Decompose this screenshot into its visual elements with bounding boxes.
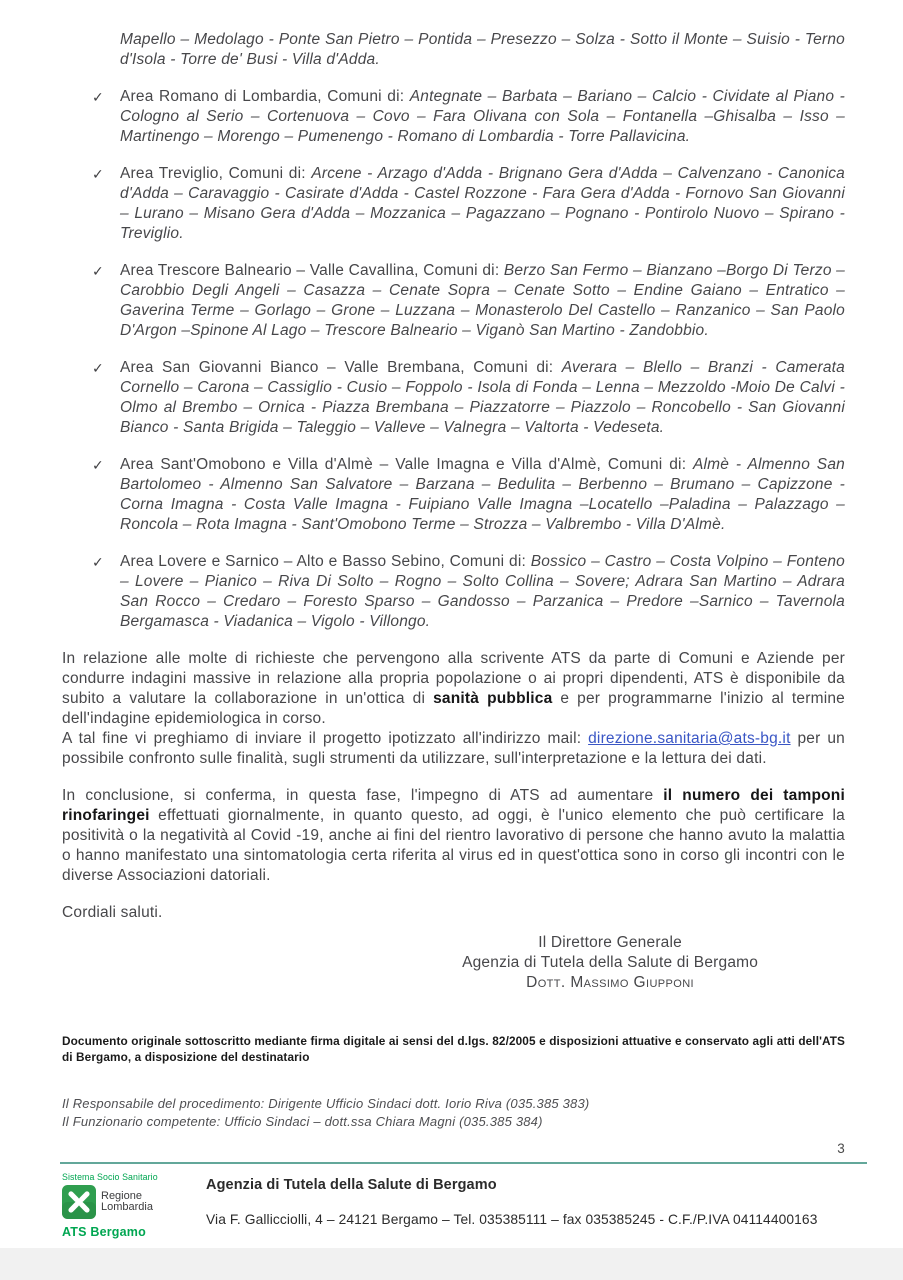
logo-tagline: Sistema Socio Sanitario	[62, 1172, 158, 1182]
signature-name: Dott. Massimo Giupponi	[526, 974, 695, 991]
municipalities-text: Antegnate – Barbata – Bariano – Calcio - Cividate al Piano - Cologno al Serio – Cortenuova – Covo – Fara Olivana con Sola – Fontanella –Ghisalba – Isso – Martinengo – Morengo – Pumenengo - Romano di Lombardia - Torre Pallavicina.	[120, 88, 845, 145]
footer-org-name: Agenzia di Tutela della Salute di Bergamo	[206, 1177, 497, 1193]
area-text	[120, 552, 845, 632]
footer	[62, 1169, 845, 1242]
area-text	[120, 261, 845, 341]
check-icon: ✓	[92, 360, 104, 376]
area-label: Area Treviglio, Comuni di:	[120, 165, 312, 182]
signature-block	[422, 933, 798, 993]
area-text	[120, 358, 845, 438]
area-label: Area San Giovanni Bianco – Valle Brembana, Comuni di:	[120, 359, 562, 376]
area-list	[62, 87, 845, 632]
area-list-item	[92, 261, 845, 341]
footer-divider	[60, 1162, 867, 1164]
page-number: 3	[837, 1141, 845, 1156]
area-text	[120, 87, 845, 147]
municipalities-text: Averara – Blello – Branzi - Camerata Cornello – Carona – Cassiglio - Cusio – Foppolo - Isola di Fonda – Lenna – Mezzoldo -Moio De Calvi - Olmo al Brembo – Ornica - Piazza Brembana – Piazzatorre – Piazzolo – Roncobello - San Giovanni Bianco - Santa Brigida – Taleggio – Valleve – Valnegra – Valtorta - Vedeseta.	[120, 359, 845, 436]
email-link[interactable]: direzione.sanitaria@ats-bg.it	[588, 730, 791, 747]
rosa-camuna-icon	[62, 1185, 96, 1219]
municipalities-text: Berzo San Fermo – Bianzano –Borgo Di Terzo – Carobbio Degli Angeli – Casazza – Cenate Sopra – Cenate Sotto – Endine Gaiano – Entratico – Gaverina Terme – Gorlago – Grone – Luzzana – Monasterolo Del Castello – Ranzanico – San Paolo D'Argon –Spinone Al Lago – Trescore Balneario – Viganò San Martino - Zandobbio.	[120, 262, 846, 339]
area-text	[120, 164, 845, 244]
municipalities-text: Arcene - Arzago d'Adda - Brignano Gera d'Adda – Calvenzano - Canonica d'Adda – Caravaggio - Casirate d'Adda - Castel Rozzone - Fara Gera d'Adda - Fornovo San Giovanni – Lurano – Misano Gera d'Adda – Mozzanica – Pagazzano – Pognano - Pontirolo Nuovo – Spirano - Treviglio.	[120, 165, 846, 242]
check-icon: ✓	[92, 554, 104, 570]
paragraph-collaboration: In relazione alle molte di richieste che pervengono alla scrivente ATS da parte di Comuni e Aziende per condurre indagini massive in relazione alla propria popolazione o ai propri dipendenti, ATS è disponibile da subito a valutare la collaborazione in un'ottica di sanità pubblica e per programmarne l'inizio al termine dell'indagine epidemiologica in corso. A tal fine vi preghiamo di inviare il progetto ipotizzato all'indirizzo mail: direzione.sanitaria@ats-bg.it per un possibile confronto sulle finalità, sugli strumenti da utilizzare, sull'interpretazione e la lettura dei dati.	[62, 650, 845, 767]
area-label: Area Sant'Omobono e Villa d'Almè – Valle Imagna e Villa d'Almè, Comuni di:	[120, 456, 693, 473]
area-list-item	[92, 87, 845, 147]
closing-salutation: Cordiali saluti.	[62, 904, 163, 921]
responsible-line: Il Funzionario competente: Ufficio Sindaci – dott.ssa Chiara Magni (035.385 384)	[62, 1114, 543, 1129]
area-label: Area Romano di Lombardia, Comuni di:	[120, 88, 410, 105]
check-icon: ✓	[92, 89, 104, 105]
continuation-paragraph: Mapello – Medolago - Ponte San Pietro – Pontida – Presezzo – Solza - Sotto il Monte – Suisio - Terno d'Isola - Torre de' Busi - Villa d'Adda.	[120, 31, 845, 68]
footer-text	[206, 1169, 845, 1230]
signature-org: Agenzia di Tutela della Salute di Bergamo	[462, 954, 759, 971]
responsible-line: Il Responsabile del procedimento: Dirigente Ufficio Sindaci dott. Iorio Riva (035.385 383)	[62, 1096, 590, 1111]
logo-org-name: ATS Bergamo	[62, 1225, 146, 1239]
area-label: Area Lovere e Sarnico – Alto e Basso Sebino, Comuni di:	[120, 553, 531, 570]
paragraph-conclusion: In conclusione, si conferma, in questa fase, l'impegno di ATS ad aumentare il numero dei tamponi rinofaringei effettuati giornalmente, in quanto questo, ad oggi, è l'unico elemento che può certificare la positività o la negatività al Covid -19, anche ai fini del rientro lavorativo di persone che hanno avuto la malattia o hanno manifestato una sintomatologia certa riferita al virus ed in quest'ottica sono in corso gli incontri con le diverse Associazioni datoriali.	[62, 787, 845, 884]
check-icon: ✓	[92, 457, 104, 473]
signature-role: Il Direttore Generale	[538, 934, 682, 951]
page-edge	[0, 1248, 903, 1280]
region-name: Regione Lombardia	[101, 1189, 153, 1213]
footer-address: Via F. Gallicciolli, 4 – 24121 Bergamo – Tel. 035385111 – fax 035385245 - C.F./P.IVA 04114400163	[206, 1212, 818, 1227]
check-icon: ✓	[92, 166, 104, 182]
municipalities-text: Almè - Almenno San Bartolomeo - Almenno San Salvatore – Barzana – Bedulita – Berbenno – Brumano – Capizzone - Corna Imagna - Costa Valle Imagna - Fuipiano Valle Imagna –Locatello –Paladina – Palazzago – Roncola – Rota Imagna - Sant'Omobono Terme – Strozza – Valbrembo - Villa D'Almè.	[120, 456, 845, 533]
area-label: Area Trescore Balneario – Valle Cavallina, Comuni di:	[120, 262, 504, 279]
legal-note: Documento originale sottoscritto mediante firma digitale ai sensi del d.lgs. 82/2005 e disposizioni attuative e conservato agli atti dell'ATS di Bergamo, a disposizione del destinatario	[62, 1034, 845, 1064]
check-icon: ✓	[92, 263, 104, 279]
area-list-item	[92, 358, 845, 438]
area-list-item	[92, 552, 845, 632]
regione-lombardia-logo	[62, 1169, 184, 1242]
area-text	[120, 455, 845, 535]
municipalities-text: Bossico – Castro – Costa Volpino – Fonteno – Lovere – Pianico – Riva Di Solto – Rogno – Solto Collina – Sovere; Adrara San Martino – Adrara San Rocco – Credaro – Foresto Sparso – Gandosso – Parzanica – Predore –Sarnico – Tavernola Bergamasca - Viadanica – Vigolo - Villongo.	[120, 553, 845, 630]
procedure-contacts	[62, 1095, 845, 1131]
area-list-item	[92, 164, 845, 244]
area-list-item	[92, 455, 845, 535]
